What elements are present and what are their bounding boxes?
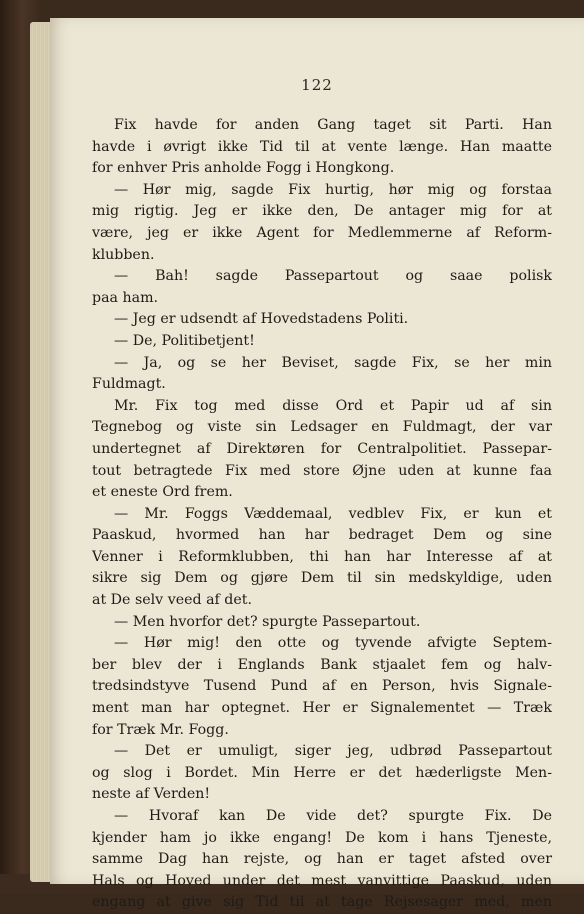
text-line: kjender ham jo ikke engang! De kom i hans Tjeneste, <box>92 829 552 846</box>
text-line: klubben. <box>92 246 155 263</box>
text-line: Paaskud, hvormed han har bedraget Dem og sine <box>92 527 552 544</box>
text-line: — Mr. Foggs Væddemaal, vedblev Fix, er kun et <box>114 505 552 522</box>
text-line: et eneste Ord frem. <box>92 484 233 501</box>
text-line: — Hvoraf kan De vide det? spurgte Fix. De <box>114 808 552 824</box>
text-line: — Det er umuligt, siger jeg, udbrød Passepartout <box>114 743 552 760</box>
text-line: — Men hvorfor det? spurgte Passepartout. <box>114 613 421 630</box>
text-line: ment man har optegnet. Her er Signalementet — Træk <box>92 700 552 717</box>
text-line: sikre sig Dem og gjøre Dem til sin medskyldige, uden <box>92 570 552 587</box>
text-line: — Jeg er udsendt af Hovedstadens Politi. <box>114 311 409 328</box>
text-line: tredsindstyve Tusend Pund af en Person, hvis Signale- <box>92 678 552 695</box>
text-line: for enhver Pris anholde Fogg i Hongkong. <box>92 160 395 177</box>
page-number: 122 <box>301 76 333 94</box>
text-line: tout betragtede Fix med store Øjne uden at kunne faa <box>92 462 552 479</box>
text-line: engang at give sig Tid til at tage Rejsesager med, men <box>92 894 552 911</box>
text-line: Fuldmagt. <box>92 376 166 393</box>
text-line: undertegnet af Direktøren for Centralpolitiet. Passepar- <box>92 440 552 457</box>
text-line: havde i øvrigt ikke Tid til at vente længe. Han maatte <box>92 138 552 155</box>
text-line: at De selv veed af det. <box>92 592 252 609</box>
text-line: paa ham. <box>92 289 159 306</box>
text-line: samme Dag han rejste, og han er taget afsted over <box>92 851 552 868</box>
text-line: Fix havde for anden Gang taget sit Parti. Han <box>114 117 552 133</box>
text-line: Venner i Reformklubben, thi han har Interesse af at <box>92 548 552 565</box>
text-line: — De, Politibetjent! <box>114 332 255 349</box>
text-line: ber blev der i Englands Bank stjaalet fem og halv- <box>92 656 552 673</box>
text-line: neste af Verden! <box>92 786 211 803</box>
text-line: Mr. Fix tog med disse Ord et Papir ud af sin <box>114 397 552 414</box>
text-line: mig rigtig. Jeg er ikke den, De antager mig for at <box>92 203 552 220</box>
text-line: — Hør mig, sagde Fix hurtig, hør mig og forstaa <box>114 181 552 198</box>
page-body-text <box>92 115 552 914</box>
text-line: være, jeg er ikke Agent for Medlemmerne af Reform- <box>92 224 552 241</box>
text-line: — Hør mig! den otte og tyvende afvigte Septem- <box>114 635 552 652</box>
text-line: — Bah! sagde Passepartout og saae polisk <box>114 268 552 285</box>
text-line: og slog i Bordet. Min Herre er det hæderligste Men- <box>92 764 552 781</box>
text-line: — Ja, og se her Beviset, sagde Fix, se her min <box>114 354 552 371</box>
text-line: for Træk Mr. Fogg. <box>92 721 229 738</box>
text-line: Tegnebog og viste sin Ledsager en Fuldmagt, der var <box>92 419 552 436</box>
text-line: Hals og Hoved under det mest vanvittige Paaskud, uden <box>92 872 552 889</box>
